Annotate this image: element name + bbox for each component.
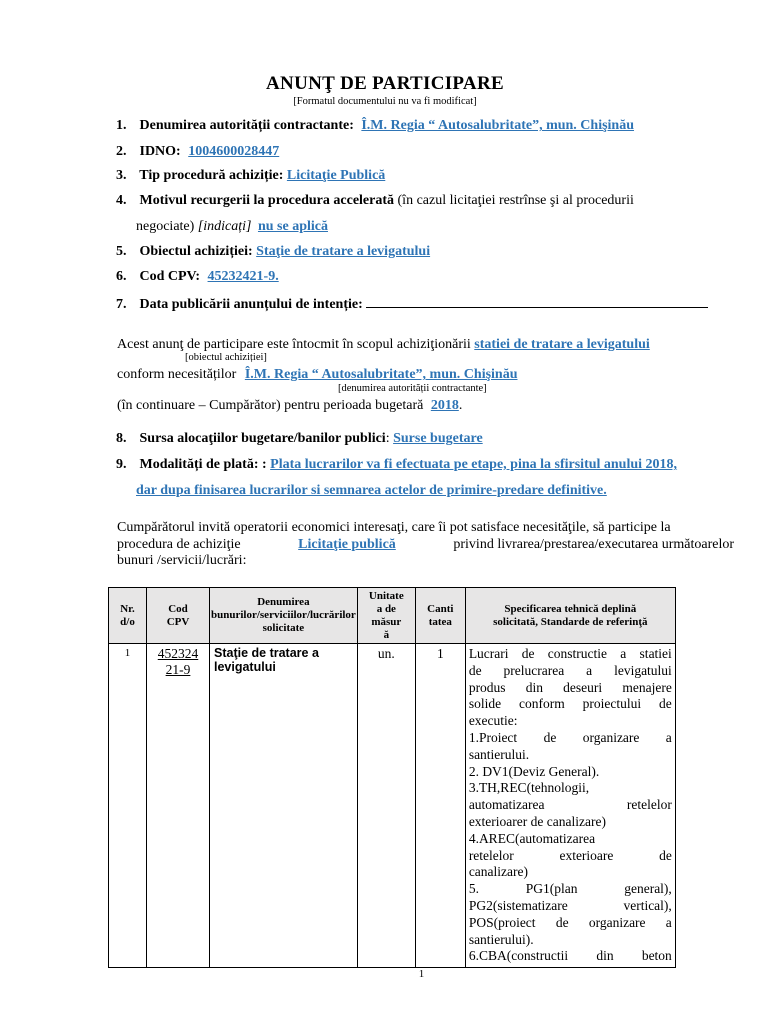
item-payment-line2 bbox=[136, 483, 607, 499]
invite-line2 bbox=[117, 537, 734, 553]
cpv-link-part1[interactable]: 452324 bbox=[157, 646, 199, 661]
spec-lines bbox=[469, 646, 672, 965]
spec-line: automatizarea retelelor bbox=[468, 797, 672, 813]
spec-line: Lucrari de constructie a statiei bbox=[468, 646, 672, 661]
item-authority bbox=[116, 118, 634, 134]
accelerated-value[interactable]: nu se aplică bbox=[257, 219, 328, 234]
object-value[interactable]: Staţie de tratare a levigatului bbox=[256, 244, 431, 259]
cell-unit: un. bbox=[357, 644, 415, 968]
header-qty: Canti tatea bbox=[415, 588, 465, 644]
spec-line: solide conform proiectului de bbox=[468, 696, 672, 712]
payment-value[interactable]: Plata lucrarilor va fi efectuata pe etape, pina la sfirsitul anului 2018, bbox=[270, 457, 678, 472]
header-nr: Nr. d/o bbox=[109, 588, 147, 644]
item-accelerated-line2 bbox=[136, 219, 328, 235]
cell-spec bbox=[465, 644, 675, 968]
authority-name-link[interactable]: Î.M. Regia “ Autosalubritate”, mun. Chişinău bbox=[361, 118, 635, 133]
item-idno bbox=[116, 144, 279, 160]
intro-text: (în continuare – Cumpărător) pentru perioada bugetară bbox=[117, 398, 424, 413]
spec-line: executie: bbox=[468, 713, 518, 729]
item-procedure-type bbox=[116, 168, 385, 184]
intro-note-authority: [denumirea autorității contractante] bbox=[338, 383, 487, 394]
invite-text-a: procedura de achiziţie bbox=[117, 537, 241, 552]
format-note: [Formatul documentului nu va fi modificat] bbox=[293, 96, 477, 107]
item-label: Denumirea autorității contractante: bbox=[139, 118, 354, 133]
cell-name: Staţie de tratare a levigatului bbox=[210, 644, 358, 968]
item-label: IDNO: bbox=[139, 144, 181, 159]
intro-text: Acest anunţ de participare este întocmit în scopul achiziţionării bbox=[117, 337, 471, 352]
item-number: 9. bbox=[116, 457, 127, 472]
header-spec: Specificarea tehnică deplină solicitată, Standarde de referinţă bbox=[465, 588, 675, 644]
spec-line: produs din deseuri menajere bbox=[468, 679, 672, 695]
item-label-rest: (în cazul licitaţiei restrînse şi al procedurii bbox=[397, 193, 634, 208]
intro-text: conform necesităților bbox=[117, 367, 237, 382]
header-unit: Unitate a de măsur ă bbox=[357, 588, 415, 644]
intro-object-value[interactable]: statiei de tratare a levigatului bbox=[474, 337, 650, 352]
requirements-table bbox=[108, 587, 676, 968]
header-name: Denumirea bunurilor/serviciilor/lucrărilor solicitate bbox=[210, 588, 358, 644]
item-number: 3. bbox=[116, 168, 127, 183]
cell-nr: 1 bbox=[109, 644, 147, 968]
intro-line1 bbox=[117, 337, 650, 353]
item-label: Modalități de plată: : bbox=[139, 457, 267, 472]
item-intent-date bbox=[116, 294, 708, 313]
item-label: Motivul recurgerii la procedura accelerată bbox=[139, 193, 395, 208]
spec-line: 4.AREC(automatizarea bbox=[468, 830, 596, 846]
intro-note-object: [obiectul achiziției] bbox=[185, 352, 267, 363]
spec-line: 6.CBA(constructii din beton bbox=[468, 948, 672, 964]
item-number: 5. bbox=[116, 244, 127, 259]
cpv-value[interactable]: 45232421-9. bbox=[207, 269, 279, 284]
table-header-row bbox=[109, 588, 676, 644]
page-number: 1 bbox=[418, 968, 425, 980]
item-cpv bbox=[116, 269, 279, 285]
spec-line: PG2(sistematizare vertical), bbox=[468, 897, 672, 913]
item-number: 4. bbox=[116, 193, 127, 208]
intro-line3 bbox=[117, 398, 462, 414]
procedure-type-value[interactable]: Licitaţie Publică bbox=[286, 168, 386, 183]
invite-procedure-value[interactable]: Licitaţie publică bbox=[298, 537, 396, 552]
spec-line: POS(proiect de organizare a bbox=[468, 914, 672, 930]
cell-cpv bbox=[147, 644, 210, 968]
spec-line: canalizare) bbox=[468, 864, 529, 880]
item-number: 2. bbox=[116, 144, 127, 159]
spec-line: 2. DV1(Deviz General). bbox=[468, 763, 600, 779]
item-payment bbox=[116, 457, 677, 473]
spec-line: santierului). bbox=[468, 931, 534, 947]
spec-line: 5. PG1(plan general), bbox=[468, 881, 672, 897]
budget-period-value[interactable]: 2018 bbox=[430, 398, 459, 413]
item-sep: : bbox=[385, 431, 390, 446]
item-number: 1. bbox=[116, 118, 127, 133]
item-accelerated-reason bbox=[116, 193, 634, 209]
table-row bbox=[109, 644, 676, 968]
spec-line: 1.Proiect de organizare a bbox=[468, 729, 672, 745]
invite-text-b: privind livrarea/prestarea/executarea următoarelor bbox=[453, 537, 734, 552]
spec-line: retelelor exterioare de bbox=[468, 847, 672, 863]
spec-line: de prelucrarea a levigatului bbox=[468, 662, 672, 678]
intro-authority-value[interactable]: Î.M. Regia “ Autosalubritate”, mun. Chişinău bbox=[244, 367, 518, 382]
item-number: 8. bbox=[116, 431, 127, 446]
spec-line: santierului. bbox=[468, 746, 530, 762]
item-label: Cod CPV: bbox=[139, 269, 201, 284]
item-label: Sursa alocaţiilor bugetare/banilor publici bbox=[139, 431, 386, 446]
item-line2-italic: [indicați] bbox=[197, 219, 252, 234]
document-title: ANUNŢ DE PARTICIPARE bbox=[266, 73, 504, 94]
item-number: 6. bbox=[116, 269, 127, 284]
cpv-link-part2[interactable]: 21-9 bbox=[165, 662, 191, 677]
funding-source-value[interactable]: Surse bugetare bbox=[393, 431, 483, 446]
cell-qty: 1 bbox=[415, 644, 465, 968]
item-line2-text: negociate) bbox=[136, 219, 195, 234]
payment-value-line2[interactable]: dar dupa finisarea lucrarilor si semnarea actelor de primire-predare definitive. bbox=[136, 483, 607, 498]
item-number: 7. bbox=[116, 297, 127, 312]
item-object bbox=[116, 244, 430, 260]
intro-period: . bbox=[458, 398, 463, 413]
spec-line: exterioarer de canalizare) bbox=[468, 813, 606, 829]
header-cpv: Cod CPV bbox=[147, 588, 210, 644]
spec-line: 3.TH,REC(tehnologii, bbox=[468, 780, 590, 796]
item-funding-source bbox=[116, 431, 483, 447]
invite-line1: Cumpărătorul invită operatorii economici interesaţi, care îi pot satisface necesităţile, să participe la bbox=[117, 520, 671, 535]
idno-value[interactable]: 1004600028447 bbox=[188, 144, 280, 159]
item-label: Obiectul achiziției: bbox=[139, 244, 253, 259]
intent-date-blank-line[interactable] bbox=[366, 294, 708, 308]
intro-line2 bbox=[117, 367, 518, 383]
invite-line3: bunuri /servicii/lucrări: bbox=[117, 553, 247, 568]
item-label: Data publicării anunțului de intenție: bbox=[139, 297, 363, 312]
item-label: Tip procedură achiziție: bbox=[139, 168, 284, 183]
